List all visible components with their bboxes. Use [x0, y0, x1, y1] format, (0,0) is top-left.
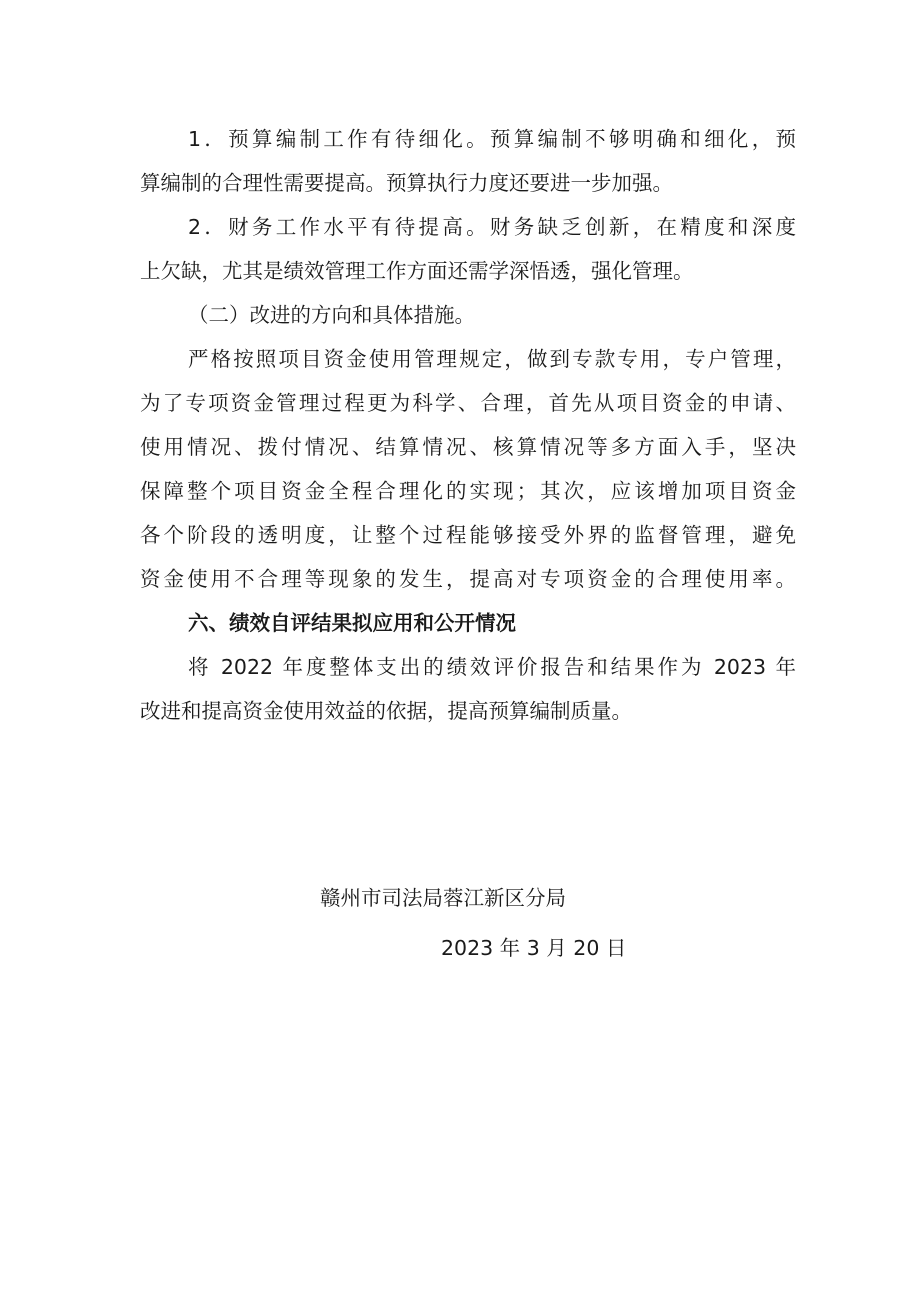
document-body [140, 117, 796, 733]
paragraph-measures-line-1: 严格按照项目资金使用管理规定，做到专款专用，专户管理， [188, 347, 796, 371]
paragraph-finance-issue-line-2: 上欠缺，尤其是绩效管理工作方面还需学深悟透，强化管理。 [140, 259, 694, 283]
paragraph-measures-line-2: 为了专项资金管理过程更为科学、合理，首先从项目资金的申请、 [140, 391, 796, 415]
paragraph-measures-line-4: 保障整个项目资金全程合理化的实现；其次，应该增加项目资金 [140, 479, 796, 503]
signature-date: 2023 年 3 月 20 日 [441, 936, 627, 960]
paragraph-measures-line-5: 各个阶段的透明度，让整个过程能够接受外界的监督管理，避免 [140, 523, 796, 547]
paragraph-budget-issue-line-1: 1．预算编制工作有待细化。预算编制不够明确和细化，预 [188, 127, 796, 151]
signature-organization: 赣州市司法局蓉江新区分局 [320, 886, 566, 910]
subheading-improvement: （二）改进的方向和具体措施。 [188, 303, 475, 327]
paragraph-measures-line-6: 资金使用不合理等现象的发生，提高对专项资金的合理使用率。 [140, 567, 796, 591]
paragraph-measures-line-3: 使用情况、拨付情况、结算情况、核算情况等多方面入手，坚决 [140, 435, 796, 459]
paragraph-budget-issue-line-2: 算编制的合理性需要提高。预算执行力度还要进一步加强。 [140, 171, 673, 195]
paragraph-finance-issue-line-1: 2．财务工作水平有待提高。财务缺乏创新，在精度和深度 [188, 215, 796, 239]
section-heading-six: 六、绩效自评结果拟应用和公开情况 [188, 611, 516, 635]
paragraph-application-line-2: 改进和提高资金使用效益的依据，提高预算编制质量。 [140, 699, 632, 723]
paragraph-application-line-1: 将 2022 年度整体支出的绩效评价报告和结果作为 2023 年 [188, 655, 796, 679]
